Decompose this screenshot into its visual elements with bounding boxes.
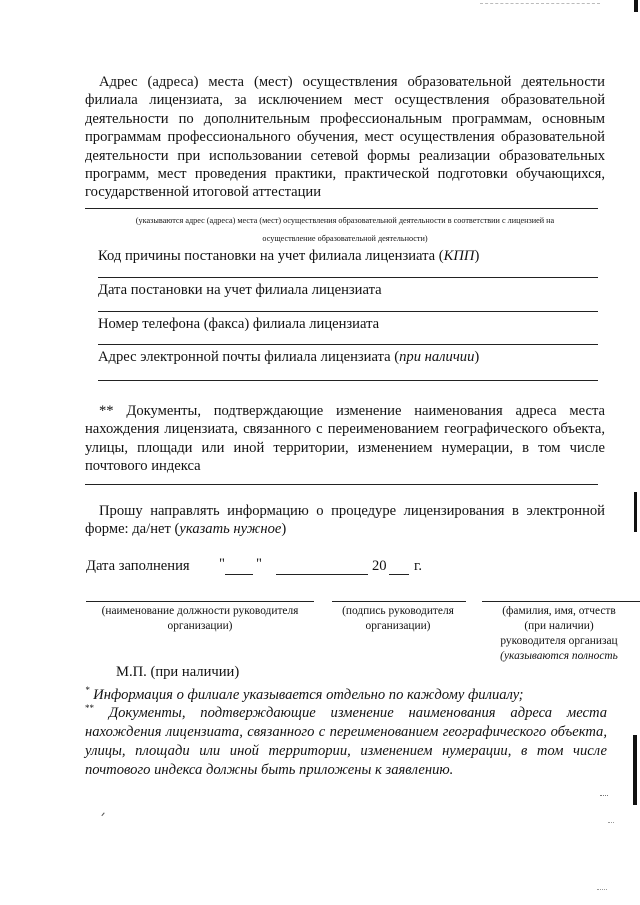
date-quote-close: ": [256, 556, 262, 572]
documents-paragraph: ** Документы, подтверждающие изменение наименования адреса места нахождения лицензиата, связанного с переименованием географического объекта, улицы, площади или иной территории, изменением нумерации, в том числе почтового индекса: [85, 403, 605, 475]
scan-speck-1: [600, 795, 608, 799]
date-row: [86, 558, 190, 575]
footnote-1: * Информация о филиале указывается отдельно по каждому филиалу;: [85, 685, 524, 703]
date-year-prefix: 20: [372, 558, 387, 574]
footnote-2-mark: **: [85, 703, 94, 713]
scan-edge-mark-1: [634, 492, 637, 532]
date-year-blank: [389, 574, 409, 575]
address-note-line1: (указываются адрес (адреса) места (мест) осуществления образовательной деятельности в соответствии с лицензией на: [135, 216, 555, 225]
documents-fill-line: [85, 484, 598, 485]
scan-edge-mark-2: [633, 735, 637, 805]
scan-speck-4: [597, 889, 607, 892]
phone-field-label: Номер телефона (факса) филиала лицензиата: [98, 316, 380, 332]
date-quote-open: ": [219, 556, 225, 572]
address-fill-line: [85, 208, 598, 209]
address-paragraph: Адрес (адреса) места (мест) осуществления образовательной деятельности филиала лицензиата, за исключением мест осуществления образовательной деятельности по дополнительным профессиональным программам, основным программам профессионального обучения, мест осуществления образовательной деятельности при использовании сетевой формы реализации образовательных программ, мест проведения практики, практической подготовки обучающихся, государственной итоговой аттестации: [85, 74, 605, 201]
footnote-2: ** Документы, подтверждающие изменение наименования адреса места нахождения лицензиата, связанного с переименованием географического объекта, улицы, площади или иной территории, изменением нумерации, в том числе почтового индекса должны быть приложены к заявлению.: [85, 703, 607, 778]
reg-date-fill-line: [98, 311, 598, 312]
email-fill-line: [98, 380, 598, 381]
scan-artifact-top: [480, 3, 600, 5]
kpp-fill-line: [98, 277, 598, 278]
address-note-line2: осуществление образовательной деятельности): [262, 234, 428, 243]
phone-fill-line: [98, 344, 598, 345]
scan-speck-2: [608, 822, 614, 829]
date-day-blank: [225, 574, 253, 575]
signature-caption: (подпись руководителя организации): [342, 605, 454, 632]
scan-edge-mark-top: [634, 0, 638, 12]
date-label: Дата заполнения: [86, 558, 190, 574]
request-paragraph: Прошу направлять информацию о процедуре лицензирования в электронной форме: да/нет (указать нужное): [85, 503, 605, 538]
date-month-blank: [276, 574, 368, 575]
footnote-1-mark: *: [85, 685, 90, 695]
name-caption: (фамилия, имя, отчеств (при наличии) руководителя организац (указываются полность: [500, 605, 618, 662]
stamp-placeholder: М.П. (при наличии): [116, 664, 240, 680]
date-year-suffix: г.: [414, 558, 422, 574]
kpp-field-label: Код причины постановки на учет филиала лицензиата (КПП): [98, 248, 480, 264]
email-field-label: Адрес электронной почты филиала лицензиата (при наличии): [98, 349, 480, 365]
name-signature-line: [482, 601, 640, 602]
reg-date-field-label: Дата постановки на учет филиала лицензиата: [98, 282, 382, 298]
scan-speck-3: [98, 810, 104, 816]
signature-line: [332, 601, 466, 602]
position-caption: (наименование должности руководителя организации): [101, 605, 299, 632]
position-signature-line: [86, 601, 314, 602]
